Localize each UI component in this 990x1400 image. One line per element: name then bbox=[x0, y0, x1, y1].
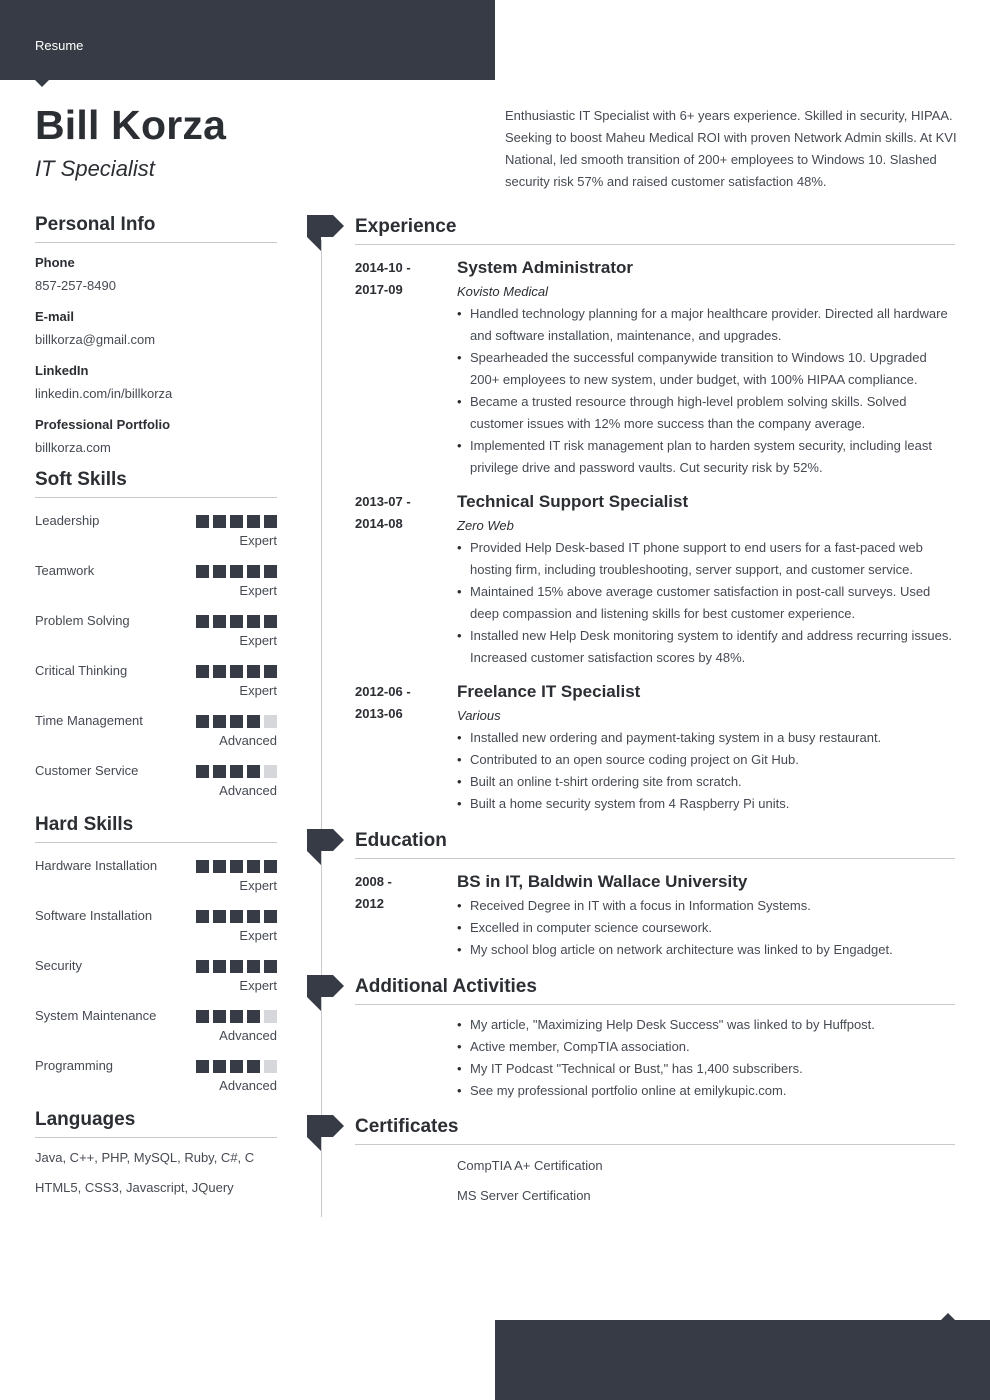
skill-name: Teamwork bbox=[35, 563, 95, 578]
left-column bbox=[35, 214, 277, 1210]
phone-label: Phone bbox=[35, 255, 75, 270]
entry-dates bbox=[355, 257, 445, 301]
skill-rating bbox=[196, 910, 277, 923]
rating-square-filled bbox=[230, 665, 243, 678]
rating-square-filled bbox=[247, 910, 260, 923]
job-title: Technical Support Specialist bbox=[457, 492, 689, 511]
rating-square-empty bbox=[264, 1060, 277, 1073]
rating-square-filled bbox=[247, 515, 260, 528]
rating-square-filled bbox=[196, 960, 209, 973]
rating-square-filled bbox=[230, 1010, 243, 1023]
entry-dates bbox=[355, 681, 445, 725]
hard-skill-row bbox=[35, 855, 277, 895]
rating-square-filled bbox=[196, 1010, 209, 1023]
skill-level: Expert bbox=[239, 978, 277, 993]
skill-level: Expert bbox=[239, 928, 277, 943]
rating-square-filled bbox=[230, 565, 243, 578]
bullet-item: • My school blog article on network architecture was linked to by Engadget. bbox=[457, 939, 955, 961]
rating-square-filled bbox=[247, 715, 260, 728]
skill-rating bbox=[196, 665, 277, 678]
education-heading: Education bbox=[355, 830, 955, 859]
date-start: 2013-07 - bbox=[355, 494, 411, 509]
rating-square-filled bbox=[264, 960, 277, 973]
skill-name: System Maintenance bbox=[35, 1008, 157, 1023]
bullet-item: • Provided Help Desk-based IT phone support to end users for a fast-paced web hosting firm, including troubleshooting, server support, and customer service. bbox=[457, 537, 955, 581]
entry-body bbox=[457, 681, 955, 815]
entry-dates bbox=[355, 491, 445, 535]
degree-title: BS in IT, Baldwin Wallace University bbox=[457, 872, 748, 891]
rating-square-filled bbox=[213, 515, 226, 528]
date-start: 2012-06 - bbox=[355, 684, 411, 699]
experience-heading: Experience bbox=[355, 216, 955, 245]
date-end: 2013-06 bbox=[355, 706, 403, 721]
bullet-item: • Built an online t-shirt ordering site from scratch. bbox=[457, 771, 955, 793]
rating-square-filled bbox=[196, 715, 209, 728]
rating-square-filled bbox=[196, 910, 209, 923]
date-end: 2017-09 bbox=[355, 282, 403, 297]
bullet-list bbox=[457, 537, 955, 669]
bullet-item: • Maintained 15% above average customer satisfaction in post-call surveys. Used deep compassion and listening skills for best customer experience. bbox=[457, 581, 955, 625]
footer-notch bbox=[941, 1313, 955, 1320]
entry-dates bbox=[355, 871, 445, 915]
skill-rating bbox=[196, 1010, 277, 1023]
bullet-item: • Handled technology planning for a major healthcare provider. Directed all hardware and software installation, maintenance, and upgrades. bbox=[457, 303, 955, 347]
rating-square-filled bbox=[230, 515, 243, 528]
rating-square-filled bbox=[196, 515, 209, 528]
rating-square-filled bbox=[213, 565, 226, 578]
bullet-item: • Implemented IT risk management plan to harden system security, including least privilege drive and password vaults. Cut security risk by 52%. bbox=[457, 435, 955, 479]
skill-name: Problem Solving bbox=[35, 613, 130, 628]
soft-skill-row bbox=[35, 510, 277, 550]
rating-square-filled bbox=[264, 665, 277, 678]
certificates-flag-icon bbox=[307, 1115, 344, 1152]
linkedin-value: linkedin.com/in/billkorza bbox=[35, 386, 173, 401]
skill-name: Time Management bbox=[35, 713, 143, 728]
education-flag-icon bbox=[307, 829, 344, 866]
rating-square-filled bbox=[196, 615, 209, 628]
rating-square-filled bbox=[247, 860, 260, 873]
rating-square-filled bbox=[213, 960, 226, 973]
skill-rating bbox=[196, 960, 277, 973]
skill-level: Expert bbox=[239, 683, 277, 698]
skill-rating bbox=[196, 765, 277, 778]
languages-list bbox=[35, 1150, 277, 1196]
rating-square-filled bbox=[213, 765, 226, 778]
bullet-item: • Excelled in computer science coursework. bbox=[457, 917, 955, 939]
entry-body bbox=[457, 257, 955, 479]
bullet-item: • Received Degree in IT with a focus in Information Systems. bbox=[457, 895, 955, 917]
rating-square-filled bbox=[230, 715, 243, 728]
employer: Various bbox=[457, 708, 501, 723]
header-notch bbox=[35, 80, 49, 87]
footer-bar bbox=[495, 1320, 990, 1400]
date-start: 2014-10 - bbox=[355, 260, 411, 275]
person-name: Bill Korza bbox=[35, 102, 227, 148]
phone-value: 857-257-8490 bbox=[35, 278, 116, 293]
rating-square-filled bbox=[230, 615, 243, 628]
hard-skills-list bbox=[35, 855, 277, 1095]
skill-level: Expert bbox=[239, 878, 277, 893]
entry-body bbox=[457, 491, 955, 669]
bullet-item: • Contributed to an open source coding project on Git Hub. bbox=[457, 749, 955, 771]
hard-skills-heading: Hard Skills bbox=[35, 814, 277, 843]
hard-skill-row bbox=[35, 1055, 277, 1095]
rating-square-filled bbox=[213, 665, 226, 678]
rating-square-empty bbox=[264, 765, 277, 778]
timeline-line bbox=[321, 240, 322, 1217]
employer: Zero Web bbox=[457, 518, 514, 533]
soft-skill-row bbox=[35, 660, 277, 700]
rating-square-filled bbox=[247, 765, 260, 778]
rating-square-filled bbox=[196, 765, 209, 778]
rating-square-filled bbox=[196, 1060, 209, 1073]
skill-rating bbox=[196, 1060, 277, 1073]
bullet-list bbox=[457, 303, 955, 479]
bullet-item: • My article, "Maximizing Help Desk Success" was linked to by Huffpost. bbox=[457, 1014, 955, 1036]
skill-level: Expert bbox=[239, 633, 277, 648]
rating-square-filled bbox=[230, 765, 243, 778]
employer: Kovisto Medical bbox=[457, 284, 549, 299]
soft-skills-list bbox=[35, 510, 277, 800]
bullet-list bbox=[457, 727, 955, 815]
personal-info-list bbox=[35, 255, 277, 455]
skill-name: Software Installation bbox=[35, 908, 153, 923]
rating-square-filled bbox=[213, 1060, 226, 1073]
bullet-item: • Spearheaded the successful companywide transition to Windows 10. Upgraded 200+ employees to new system, under budget, with 100% HIPAA compliance. bbox=[457, 347, 955, 391]
linkedin-label: LinkedIn bbox=[35, 363, 89, 378]
personal-info-heading: Personal Info bbox=[35, 214, 277, 243]
rating-square-filled bbox=[247, 565, 260, 578]
rating-square-filled bbox=[196, 860, 209, 873]
entry-body bbox=[457, 1158, 955, 1218]
skill-rating bbox=[196, 615, 277, 628]
rating-square-filled bbox=[213, 1010, 226, 1023]
rating-square-filled bbox=[213, 715, 226, 728]
portfolio-label: Professional Portfolio bbox=[35, 417, 171, 432]
email-label: E-mail bbox=[35, 309, 75, 324]
rating-square-filled bbox=[230, 960, 243, 973]
bullet-item: • Became a trusted resource through high-level problem solving skills. Solved customer issues with 12% more success than the company average. bbox=[457, 391, 955, 435]
date-start: 2008 - bbox=[355, 874, 392, 889]
date-end: 2014-08 bbox=[355, 516, 403, 531]
rating-square-filled bbox=[230, 860, 243, 873]
date-end: 2012 bbox=[355, 896, 384, 911]
certificate-item: MS Server Certification bbox=[457, 1188, 591, 1203]
rating-square-filled bbox=[264, 515, 277, 528]
skill-rating bbox=[196, 860, 277, 873]
bullet-item: • Installed new ordering and payment-taking system in a busy restaurant. bbox=[457, 727, 955, 749]
rating-square-filled bbox=[247, 615, 260, 628]
person-title: IT Specialist bbox=[35, 156, 155, 181]
skill-level: Expert bbox=[239, 533, 277, 548]
skill-name: Programming bbox=[35, 1058, 114, 1073]
skill-name: Customer Service bbox=[35, 763, 139, 778]
rating-square-empty bbox=[264, 1010, 277, 1023]
skill-rating bbox=[196, 715, 277, 728]
skill-level: Advanced bbox=[219, 733, 277, 748]
bullet-item: • Active member, CompTIA association. bbox=[457, 1036, 955, 1058]
experience-flag-icon bbox=[307, 215, 344, 252]
skill-level: Advanced bbox=[219, 783, 277, 798]
rating-square-filled bbox=[213, 860, 226, 873]
rating-square-filled bbox=[196, 665, 209, 678]
skill-level: Expert bbox=[239, 583, 277, 598]
soft-skill-row bbox=[35, 710, 277, 750]
soft-skill-row bbox=[35, 760, 277, 800]
languages-heading: Languages bbox=[35, 1109, 277, 1138]
profile-summary: Enthusiastic IT Specialist with 6+ years experience. Skilled in security, HIPAA. Seeking to boost Maheu Medical ROI with proven Network Admin skills. At KVI National, led smooth transition of 200+ employees to Windows 10. Slashed security risk 57% and raised customer satisfaction 48%. bbox=[505, 108, 957, 189]
rating-square-filled bbox=[213, 910, 226, 923]
certificates-heading: Certificates bbox=[355, 1116, 955, 1145]
bullet-list bbox=[457, 1014, 955, 1102]
job-title: Freelance IT Specialist bbox=[457, 682, 641, 701]
rating-square-filled bbox=[213, 615, 226, 628]
soft-skill-row bbox=[35, 560, 277, 600]
rating-square-filled bbox=[264, 910, 277, 923]
entry-body bbox=[457, 871, 955, 961]
hard-skill-row bbox=[35, 955, 277, 995]
rating-square-filled bbox=[247, 1060, 260, 1073]
job-title: System Administrator bbox=[457, 258, 634, 277]
bullet-item: • See my professional portfolio online at emilykupic.com. bbox=[457, 1080, 955, 1102]
skill-rating bbox=[196, 515, 277, 528]
rating-square-filled bbox=[230, 910, 243, 923]
rating-square-filled bbox=[196, 565, 209, 578]
hard-skill-row bbox=[35, 905, 277, 945]
portfolio-value: billkorza.com bbox=[35, 440, 111, 455]
rating-square-filled bbox=[264, 860, 277, 873]
skill-name: Leadership bbox=[35, 513, 100, 528]
language-item: HTML5, CSS3, Javascript, JQuery bbox=[35, 1180, 234, 1195]
bullet-item: • My IT Podcast "Technical or Bust," has 1,400 subscribers. bbox=[457, 1058, 955, 1080]
bullet-item: • Built a home security system from 4 Raspberry Pi units. bbox=[457, 793, 955, 815]
rating-square-empty bbox=[264, 715, 277, 728]
email-value: billkorza@gmail.com bbox=[35, 332, 156, 347]
skill-name: Security bbox=[35, 958, 82, 973]
skill-name: Critical Thinking bbox=[35, 663, 128, 678]
header-bar bbox=[0, 0, 495, 80]
soft-skill-row bbox=[35, 610, 277, 650]
skill-level: Advanced bbox=[219, 1028, 277, 1043]
bullet-item: • Installed new Help Desk monitoring system to identify and address recurring issues. Increased customer satisfaction scores by 48%. bbox=[457, 625, 955, 669]
rating-square-filled bbox=[230, 1060, 243, 1073]
bullet-list bbox=[457, 895, 955, 961]
rating-square-filled bbox=[264, 615, 277, 628]
skill-name: Hardware Installation bbox=[35, 858, 158, 873]
soft-skills-heading: Soft Skills bbox=[35, 469, 277, 498]
header-label: Resume bbox=[35, 38, 84, 53]
rating-square-filled bbox=[247, 1010, 260, 1023]
hard-skill-row bbox=[35, 1005, 277, 1045]
rating-square-filled bbox=[247, 665, 260, 678]
rating-square-filled bbox=[264, 565, 277, 578]
activities-heading: Additional Activities bbox=[355, 976, 955, 1005]
entry-body bbox=[457, 1014, 955, 1102]
language-item: Java, C++, PHP, MySQL, Ruby, C#, C bbox=[35, 1150, 255, 1165]
skill-rating bbox=[196, 565, 277, 578]
certificate-item: CompTIA A+ Certification bbox=[457, 1158, 603, 1173]
activities-flag-icon bbox=[307, 975, 344, 1012]
rating-square-filled bbox=[247, 960, 260, 973]
skill-level: Advanced bbox=[219, 1078, 277, 1093]
